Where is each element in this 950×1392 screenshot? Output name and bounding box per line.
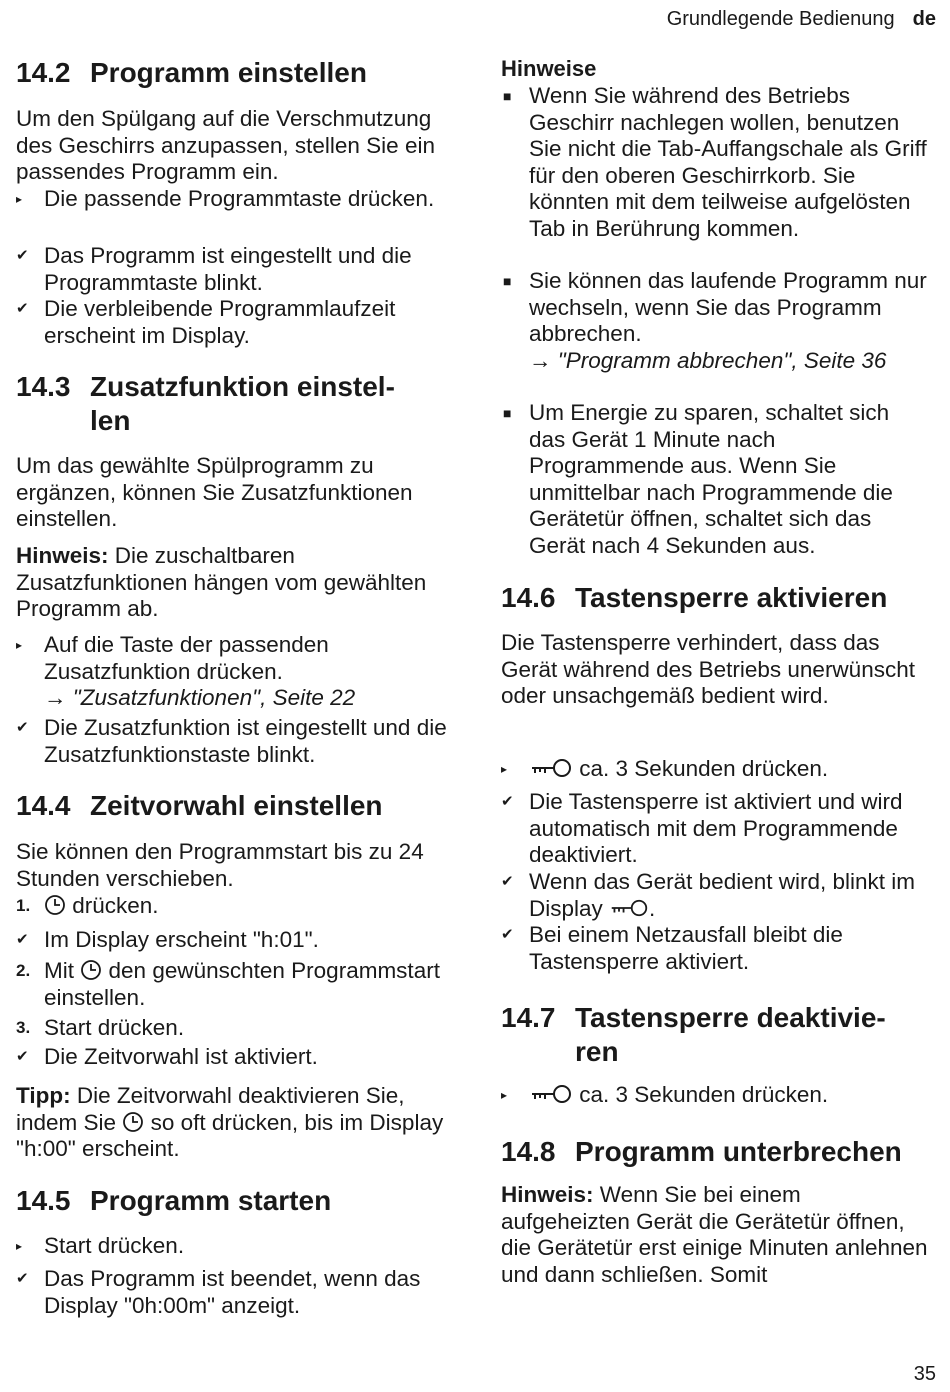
key-icon	[529, 1083, 573, 1105]
tip-label: Tipp:	[16, 1083, 71, 1108]
result-14-4-3	[16, 1044, 466, 1071]
step-text: Start drücken.	[44, 1015, 185, 1040]
note-14-8	[501, 1182, 931, 1288]
action-triangle-icon: ▸	[501, 1088, 508, 1102]
step-text: drücken.	[72, 893, 159, 918]
step-14-2-1	[16, 186, 466, 213]
tip-14-4	[16, 1083, 466, 1163]
step-text-post: den gewünschten Programmstart einstellen.	[44, 958, 440, 1010]
step-14-6-1	[501, 756, 931, 783]
result-text: Im Display erscheint "h:01".	[44, 927, 319, 952]
step-text: ca. 3 Sekunden drücken.	[579, 1082, 829, 1107]
check-icon: ✔	[16, 931, 29, 948]
step-14-7-1	[501, 1082, 931, 1109]
page-number: 35	[913, 1363, 936, 1385]
step-14-4-1	[16, 893, 466, 920]
result-text: Wenn das Gerät bedient wird, blinkt im Display	[529, 869, 916, 921]
tip-text-post: so oft drücken, bis im Display "h:00" erscheint.	[16, 1109, 444, 1161]
step-text: Start drücken.	[44, 1233, 185, 1258]
result-14-5-1	[16, 1266, 466, 1319]
bullet-square-icon: ■	[503, 273, 512, 289]
step-text: Auf die Taste der passenden Zusatzfunktion drücken.	[44, 632, 329, 684]
result-text: Die Tastensperre ist aktiviert und wird automatisch mit dem Programmende deaktiviert.	[529, 789, 903, 867]
result-14-2-1	[16, 243, 466, 296]
heading-number: 14.3	[16, 371, 71, 402]
heading-14-6	[501, 581, 931, 615]
clock-icon	[80, 959, 102, 981]
action-triangle-icon: ▸	[16, 192, 23, 206]
header-language: de	[912, 8, 936, 30]
bullet-square-icon: ■	[503, 88, 512, 104]
note-label: Hinweis:	[16, 543, 109, 568]
heading-number: 14.8	[501, 1136, 556, 1167]
note-text: Die zuschaltbaren Zusatzfunktionen hängen vom gewählten Programm ab.	[16, 543, 427, 621]
heading-14-8	[501, 1135, 931, 1169]
note-label: Hinweis:	[501, 1182, 594, 1207]
heading-title-line1: Zusatzfunktion einstel-	[90, 371, 395, 402]
heading-number: 14.4	[16, 790, 71, 821]
intro-14-6: Die Tastensperre verhindert, dass das Gerät während des Betriebs unerwünscht oder unsachgemäß bedient wird.	[501, 630, 915, 708]
clock-icon	[122, 1111, 144, 1133]
heading-14-3	[16, 370, 466, 438]
note-item-text: Wenn Sie während des Betriebs Geschirr nachlegen wollen, benutzen Sie nicht die Tab-Auffangschale als Griff für den oberen Geschirrkorb. Sie könnten mit dem teilweise aufgelösten Tab in Berührung kommen.	[529, 83, 927, 241]
note-item-text: Sie können das laufende Programm nur wechseln, wenn Sie das Programm abbrechen.	[529, 268, 927, 346]
step-number: 3.	[16, 1018, 31, 1037]
key-icon	[529, 757, 573, 779]
step-text: Die passende Programmtaste drücken.	[44, 186, 435, 211]
heading-14-2	[16, 56, 466, 90]
check-icon: ✔	[16, 719, 29, 736]
note-14-3	[16, 543, 466, 623]
step-14-3-1	[16, 632, 466, 712]
action-triangle-icon: ▸	[501, 762, 508, 776]
notes-label: Hinweise	[501, 56, 597, 81]
heading-number: 14.7	[501, 1002, 556, 1033]
step-14-4-2	[16, 958, 466, 1011]
step-14-4-3	[16, 1015, 466, 1042]
check-icon: ✔	[501, 926, 514, 943]
note-item-text: Um Energie zu sparen, schaltet sich das Gerät 1 Minute nach Programmende aus. Wenn Sie unmittelbar nach Programmende die Gerätetür öffnen, schaltet sich das Gerät nach 4 Sekunden aus.	[529, 400, 893, 558]
result-14-3-1	[16, 715, 466, 768]
heading-14-4	[16, 789, 466, 823]
cross-reference-link[interactable]: → "Zusatzfunktionen", Seite 22	[44, 685, 356, 710]
intro-14-4: Sie können den Programmstart bis zu 24 Stunden verschieben.	[16, 839, 424, 891]
heading-title: Zeitvorwahl einstellen	[90, 790, 383, 821]
heading-title: Programm einstellen	[90, 57, 367, 88]
check-icon: ✔	[16, 247, 29, 264]
tip-text-pre: Die Zeitvorwahl deaktivieren Sie, indem Sie	[16, 1083, 405, 1135]
result-text: Die Zusatzfunktion ist eingestellt und die Zusatzfunktionstaste blinkt.	[44, 715, 447, 767]
heading-number: 14.5	[16, 1185, 71, 1216]
check-icon: ✔	[501, 793, 514, 810]
result-text-end: .	[649, 895, 656, 921]
note-text: Wenn Sie bei einem aufgeheizten Gerät die Gerätetür öffnen, die Gerätetür erst einige Minuten anlehnen und dann schließen. Somit	[501, 1182, 928, 1287]
heading-title: Programm unterbrechen	[575, 1136, 902, 1167]
heading-title: Programm starten	[90, 1185, 332, 1216]
heading-14-7	[501, 1001, 931, 1069]
result-14-6-1	[501, 789, 931, 869]
check-icon: ✔	[501, 873, 514, 890]
running-header	[667, 6, 936, 32]
result-14-2-2	[16, 296, 466, 349]
check-icon: ✔	[16, 1048, 29, 1065]
note-item-3	[501, 400, 931, 559]
result-text: Die Zeitvorwahl ist aktiviert.	[44, 1044, 318, 1069]
result-text: Die verbleibende Programmlaufzeit erscheint im Display.	[44, 296, 396, 348]
action-triangle-icon: ▸	[16, 638, 23, 652]
step-text: ca. 3 Sekunden drücken.	[579, 756, 829, 781]
result-14-6-3	[501, 922, 931, 975]
step-number: 2.	[16, 961, 31, 980]
check-icon: ✔	[16, 1270, 29, 1287]
cross-reference-link[interactable]: → "Programm abbrechen", Seite 36	[529, 347, 887, 373]
action-triangle-icon: ▸	[16, 1239, 23, 1253]
intro-14-2: Um den Spülgang auf die Verschmutzung des Geschirrs anzupassen, stellen Sie ein passendes Programm ein.	[16, 106, 435, 184]
heading-number: 14.6	[501, 582, 556, 613]
heading-title: Tastensperre aktivieren	[575, 582, 888, 613]
clock-icon	[44, 894, 66, 916]
result-14-6-2	[501, 869, 931, 922]
heading-14-5	[16, 1184, 466, 1218]
result-text: Das Programm ist beendet, wenn das Display "0h:00m" anzeigt.	[44, 1266, 421, 1318]
result-text: Das Programm ist eingestellt und die Programmtaste blinkt.	[44, 243, 412, 295]
check-icon: ✔	[16, 300, 29, 317]
note-item-2	[501, 268, 931, 374]
step-14-5-1	[16, 1233, 466, 1260]
step-text-pre: Mit	[44, 958, 74, 983]
note-item-1	[501, 83, 931, 242]
step-number: 1.	[16, 896, 31, 915]
intro-14-3: Um das gewählte Spülprogramm zu ergänzen, können Sie Zusatzfunktionen einstellen.	[16, 453, 413, 531]
heading-title-line2: len	[90, 405, 131, 436]
bullet-square-icon: ■	[503, 405, 512, 421]
result-14-4-1	[16, 927, 466, 954]
header-section: Grundlegende Bedienung	[666, 8, 895, 30]
heading-title-line2: ren	[575, 1036, 619, 1067]
result-text: Bei einem Netzausfall bleibt die Tastensperre aktiviert.	[529, 922, 843, 974]
key-icon	[609, 897, 649, 919]
heading-title-line1: Tastensperre deaktivie-	[575, 1002, 886, 1033]
heading-number: 14.2	[16, 57, 71, 88]
